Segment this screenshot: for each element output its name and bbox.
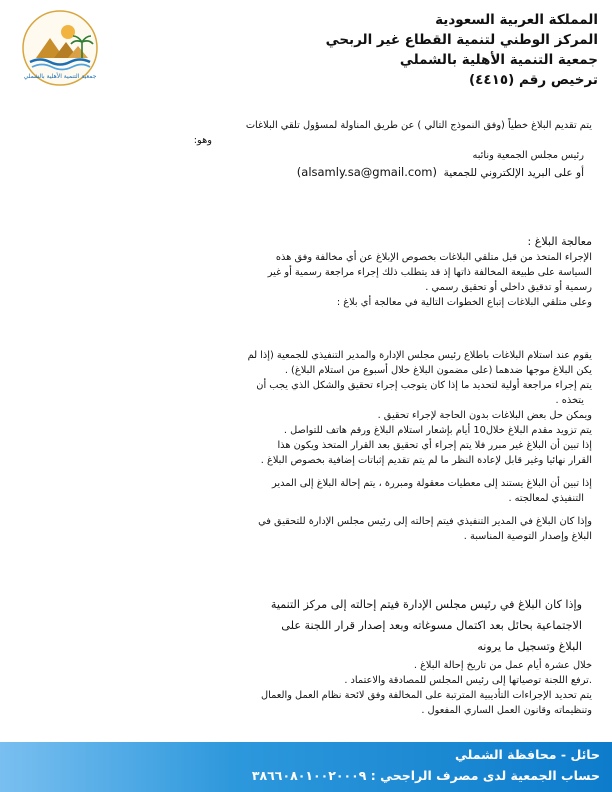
step-line: يتم إجراء مراجعة أولية لتحديد ما إذا كان يتوجب إجراء تحقيق والشكل الذي يجب أن: [256, 380, 592, 391]
footer-bar: [0, 742, 612, 792]
logo-text: جمعية التنمية الأهلية بالشملي: [23, 73, 97, 80]
closing-line: خلال عشرة أيام عمل من تاريخ إحالة البلاغ .: [413, 660, 592, 671]
step-line: ويمكن حل بعض البلاغات بدون الحاجة لإجراء تحقيق .: [377, 410, 592, 421]
step-line: البلاغ وإصدار التوصية المناسبة .: [463, 531, 592, 542]
closing-line: وتنظيماته وقانون العمل الساري المفعول .: [421, 705, 592, 716]
step-line: يتخذه .: [555, 395, 584, 406]
step-line: إذا تبين أن البلاغ غير مبرر فلا يتم إجراء أي تحقيق بعد القرار المتخذ ويكون هذا: [277, 440, 592, 451]
association-logo: [20, 8, 100, 88]
footer-location: حائل - محافظة الشملي: [454, 747, 600, 762]
intro-line: وهو:: [193, 135, 212, 146]
letterhead: [178, 10, 598, 90]
section-line: الإجراء المتخذ من قبل متلقي البلاغات بخصوص الإبلاغ عن أي مخالفة وفق هذه: [275, 252, 592, 263]
closing-line: .ترفع اللجنة توصياتها إلى رئيس المجلس للمصادقة والاعتماد .: [344, 675, 592, 686]
step-line: يقوم عند استلام البلاغات باطلاع رئيس مجلس الإدارة والمدير التنفيذي للجمعية (إذا لم: [247, 350, 592, 361]
step-line: القرار نهائيا وغير قابل لإعادة النظر ما لم يتم تقديم إثباتات إضافية بخصوص البلاغ .: [260, 455, 592, 466]
section-title: معالجة البلاغ :: [527, 235, 592, 248]
intro-block: [122, 118, 592, 182]
escalation-line: وإذا كان البلاغ في رئيس مجلس الإدارة فيتم إحالته إلى مركز التنمية: [270, 598, 582, 611]
closing-block: [122, 658, 592, 718]
country-name: المملكة العربية السعودية: [435, 12, 598, 28]
handling-section: [122, 233, 592, 310]
email-label: أو على البريد الإلكتروني للجمعية: [443, 167, 584, 179]
escalation-block: [112, 594, 582, 657]
step-line: إذا تبين أن البلاغ يستند إلى معطيات معقولة ومبررة ، يتم إحالة البلاغ إلى المدير: [271, 478, 592, 489]
step-line: التنفيذي لمعالجته .: [508, 493, 584, 504]
step-line: وإذا كان البلاغ في المدير التنفيذي فيتم إحالته إلى رئيس مجلس الإدارة للتحقيق في: [258, 516, 592, 527]
license-number: ترخيص رقم (٤٤١٥): [468, 72, 598, 88]
step-line: يكن البلاغ موجها ضدهما (على مضمون البلاغ خلال أسبوع من استلام البلاغ) .: [284, 365, 592, 376]
step-line: يتم تزويد مقدم البلاغ خلال10 أيام بإشعار استلام البلاغ ورقم هاتف للتواصل .: [283, 425, 592, 436]
intro-line: رئيس مجلس الجمعية ونائبه: [472, 150, 584, 161]
intro-line: [122, 163, 592, 182]
steps-block: [122, 348, 592, 544]
association-name: جمعية التنمية الأهلية بالشملي: [399, 52, 598, 68]
escalation-line: الاجتماعية بحائل بعد اكتمال مسوغاته وبعد إصدار قرار اللجنة على: [281, 619, 582, 632]
closing-line: يتم تحديد الإجراءات التأديبية المترتبة على المخالفة وفق لائحة نظام العمل والعمال: [261, 690, 592, 701]
email-address: (alsamly.sa@gmail.com): [296, 165, 437, 179]
section-line: رسمية أو تدقيق داخلي أو تحقيق رسمي .: [425, 282, 592, 293]
section-line: وعلى متلقي البلاغات إتباع الخطوات التالية في معالجة أي بلاغ :: [336, 297, 592, 308]
escalation-line: البلاغ وتسجيل ما يرونه: [477, 640, 582, 653]
intro-line: يتم تقديم البلاغ خطياً (وفق النموذج التالي ) عن طريق المناولة لمسؤول تلقي البلاغات: [245, 120, 592, 131]
footer-bank-account: حساب الجمعية لدى مصرف الراجحي : ٣٨٦٦٠٨٠١٠٠٢٠٠٠٩: [251, 768, 600, 783]
center-name: المركز الوطني لتنمية القطاع غير الربحي: [325, 32, 598, 48]
section-line: السياسة على طبيعة المخالفة ذاتها إذ قد يتطلب ذلك إجراء مراجعة رسمية أو غير: [267, 267, 592, 278]
